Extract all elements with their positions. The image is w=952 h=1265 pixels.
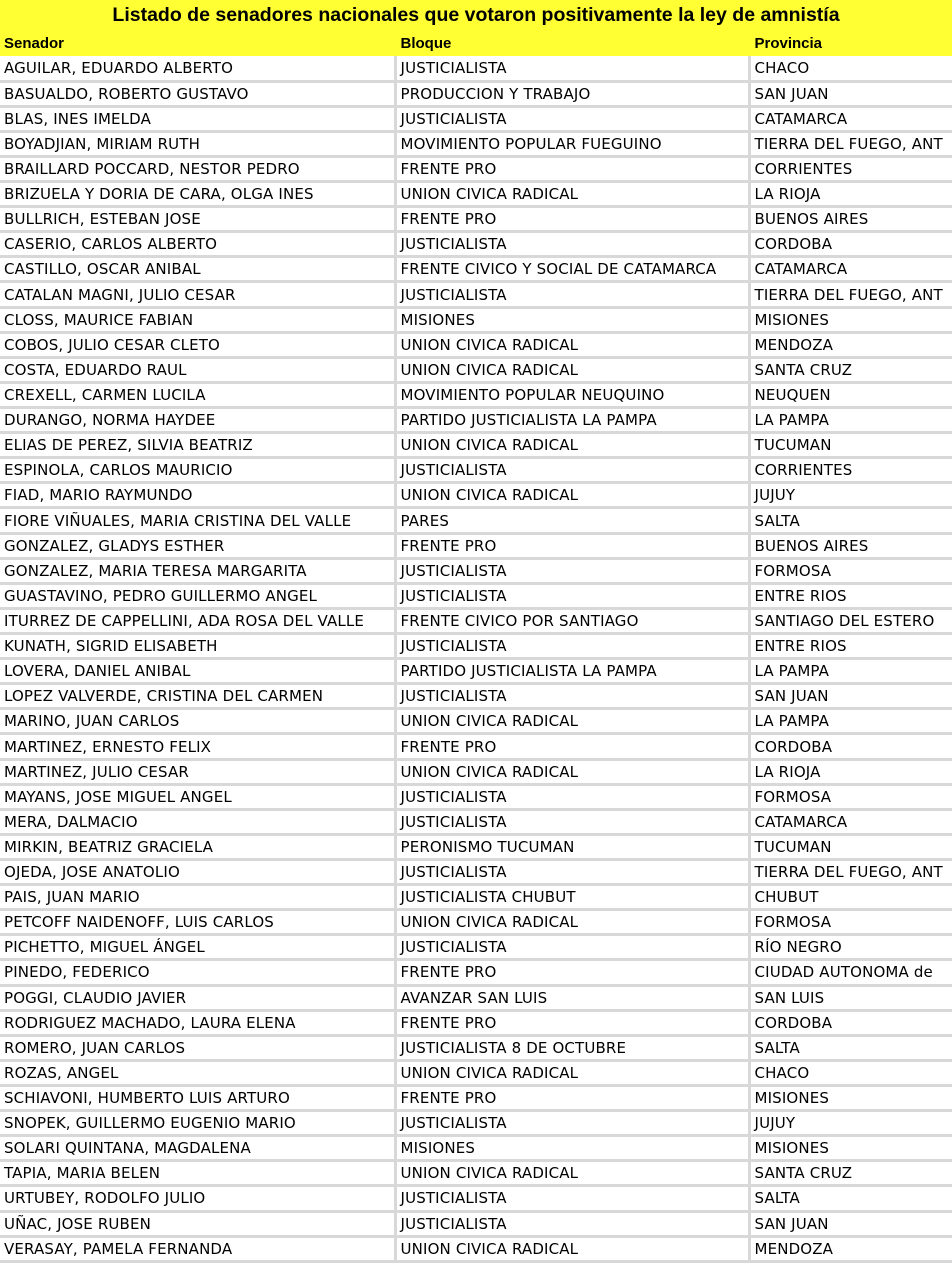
table-row — [0, 709, 952, 734]
cell-provincia: SALTA — [749, 508, 952, 533]
cell-senador: BULLRICH, ESTEBAN JOSE — [0, 207, 395, 232]
table-row — [0, 282, 952, 307]
table-row — [0, 1085, 952, 1110]
cell-senador: ESPINOLA, CARLOS MAURICIO — [0, 458, 395, 483]
cell-provincia: CORDOBA — [749, 734, 952, 759]
cell-senador: ELIAS DE PEREZ, SILVIA BEATRIZ — [0, 433, 395, 458]
cell-provincia: CORRIENTES — [749, 458, 952, 483]
cell-senador: LOVERA, DANIEL ANIBAL — [0, 659, 395, 684]
table-row — [0, 608, 952, 633]
cell-provincia: CATAMARCA — [749, 106, 952, 131]
cell-bloque: JUSTICIALISTA — [395, 809, 749, 834]
cell-provincia: CHUBUT — [749, 885, 952, 910]
cell-bloque: FRENTE CIVICO POR SANTIAGO — [395, 608, 749, 633]
cell-bloque: UNION CIVICA RADICAL — [395, 1236, 749, 1261]
cell-bloque: PARES — [395, 508, 749, 533]
cell-provincia: CATAMARCA — [749, 257, 952, 282]
table-row — [0, 910, 952, 935]
cell-provincia: BUENOS AIRES — [749, 533, 952, 558]
cell-senador: ROZAS, ANGEL — [0, 1060, 395, 1085]
cell-bloque: FRENTE PRO — [395, 156, 749, 181]
cell-provincia: NEUQUEN — [749, 382, 952, 407]
cell-bloque: MOVIMIENTO POPULAR FUEGUINO — [395, 131, 749, 156]
cell-senador: GUASTAVINO, PEDRO GUILLERMO ANGEL — [0, 583, 395, 608]
table-row — [0, 659, 952, 684]
cell-senador: PICHETTO, MIGUEL ÁNGEL — [0, 935, 395, 960]
column-header-bloque: Bloque — [395, 30, 749, 56]
cell-senador: GONZALEZ, GLADYS ESTHER — [0, 533, 395, 558]
cell-bloque: FRENTE PRO — [395, 533, 749, 558]
cell-bloque: FRENTE PRO — [395, 207, 749, 232]
cell-bloque: MOVIMIENTO POPULAR NEUQUINO — [395, 382, 749, 407]
cell-senador: BRIZUELA Y DORIA DE CARA, OLGA INES — [0, 182, 395, 207]
table-row — [0, 1236, 952, 1261]
table-row — [0, 106, 952, 131]
cell-provincia: TUCUMAN — [749, 834, 952, 859]
cell-provincia: CORRIENTES — [749, 156, 952, 181]
table-row — [0, 1186, 952, 1211]
cell-senador: CLOSS, MAURICE FABIAN — [0, 307, 395, 332]
cell-provincia: RÍO NEGRO — [749, 935, 952, 960]
cell-provincia: LA PAMPA — [749, 709, 952, 734]
table-row — [0, 734, 952, 759]
table-row — [0, 834, 952, 859]
cell-bloque: JUSTICIALISTA — [395, 458, 749, 483]
cell-bloque: JUSTICIALISTA — [395, 935, 749, 960]
table-row — [0, 433, 952, 458]
table-row — [0, 1035, 952, 1060]
cell-bloque: MISIONES — [395, 307, 749, 332]
cell-bloque: JUSTICIALISTA — [395, 558, 749, 583]
table-row — [0, 1010, 952, 1035]
cell-bloque: FRENTE CIVICO Y SOCIAL DE CATAMARCA — [395, 257, 749, 282]
cell-provincia: MISIONES — [749, 1085, 952, 1110]
cell-senador: ROMERO, JUAN CARLOS — [0, 1035, 395, 1060]
cell-bloque: UNION CIVICA RADICAL — [395, 357, 749, 382]
cell-senador: MARTINEZ, JULIO CESAR — [0, 759, 395, 784]
cell-senador: MERA, DALMACIO — [0, 809, 395, 834]
cell-provincia: CIUDAD AUTONOMA de — [749, 960, 952, 985]
cell-bloque: JUSTICIALISTA — [395, 232, 749, 257]
cell-provincia: SAN JUAN — [749, 684, 952, 709]
cell-provincia: TIERRA DEL FUEGO, ANT — [749, 860, 952, 885]
table-row — [0, 684, 952, 709]
cell-bloque: FRENTE PRO — [395, 1085, 749, 1110]
cell-provincia: FORMOSA — [749, 910, 952, 935]
cell-senador: POGGI, CLAUDIO JAVIER — [0, 985, 395, 1010]
cell-provincia: MENDOZA — [749, 332, 952, 357]
cell-bloque: FRENTE PRO — [395, 1010, 749, 1035]
cell-bloque: JUSTICIALISTA 8 DE OCTUBRE — [395, 1035, 749, 1060]
cell-bloque: UNION CIVICA RADICAL — [395, 709, 749, 734]
cell-bloque: JUSTICIALISTA — [395, 282, 749, 307]
cell-bloque: UNION CIVICA RADICAL — [395, 483, 749, 508]
cell-senador: MAYANS, JOSE MIGUEL ANGEL — [0, 784, 395, 809]
cell-provincia: MENDOZA — [749, 1236, 952, 1261]
cell-senador: BASUALDO, ROBERTO GUSTAVO — [0, 81, 395, 106]
cell-bloque: JUSTICIALISTA — [395, 684, 749, 709]
header-row — [0, 30, 952, 56]
table-row — [0, 257, 952, 282]
table-row — [0, 860, 952, 885]
cell-senador: ITURREZ DE CAPPELLINI, ADA ROSA DEL VALLE — [0, 608, 395, 633]
cell-bloque: FRENTE PRO — [395, 960, 749, 985]
cell-senador: CATALAN MAGNI, JULIO CESAR — [0, 282, 395, 307]
cell-senador: AGUILAR, EDUARDO ALBERTO — [0, 56, 395, 81]
cell-provincia: FORMOSA — [749, 558, 952, 583]
table-row — [0, 1136, 952, 1161]
cell-provincia: SAN LUIS — [749, 985, 952, 1010]
cell-provincia: MISIONES — [749, 307, 952, 332]
table-row — [0, 1111, 952, 1136]
cell-senador: COSTA, EDUARDO RAUL — [0, 357, 395, 382]
cell-bloque: UNION CIVICA RADICAL — [395, 910, 749, 935]
cell-bloque: JUSTICIALISTA CHUBUT — [395, 885, 749, 910]
cell-provincia: SALTA — [749, 1035, 952, 1060]
cell-bloque: UNION CIVICA RADICAL — [395, 759, 749, 784]
cell-provincia: SANTA CRUZ — [749, 357, 952, 382]
cell-senador: DURANGO, NORMA HAYDEE — [0, 408, 395, 433]
cell-senador: FIAD, MARIO RAYMUNDO — [0, 483, 395, 508]
table-row — [0, 483, 952, 508]
cell-bloque: PRODUCCION Y TRABAJO — [395, 81, 749, 106]
table-row — [0, 960, 952, 985]
table-row — [0, 232, 952, 257]
table-row — [0, 533, 952, 558]
table-row — [0, 885, 952, 910]
cell-senador: MARTINEZ, ERNESTO FELIX — [0, 734, 395, 759]
cell-provincia: FORMOSA — [749, 784, 952, 809]
cell-senador: MIRKIN, BEATRIZ GRACIELA — [0, 834, 395, 859]
table-row — [0, 558, 952, 583]
cell-provincia: TIERRA DEL FUEGO, ANT — [749, 282, 952, 307]
table-row — [0, 56, 952, 81]
cell-senador: KUNATH, SIGRID ELISABETH — [0, 634, 395, 659]
cell-bloque: JUSTICIALISTA — [395, 1111, 749, 1136]
cell-provincia: LA RIOJA — [749, 759, 952, 784]
table-row — [0, 307, 952, 332]
cell-senador: COBOS, JULIO CESAR CLETO — [0, 332, 395, 357]
cell-provincia: CORDOBA — [749, 232, 952, 257]
table-row — [0, 985, 952, 1010]
cell-senador: LOPEZ VALVERDE, CRISTINA DEL CARMEN — [0, 684, 395, 709]
cell-provincia: SALTA — [749, 1186, 952, 1211]
cell-provincia: BUENOS AIRES — [749, 207, 952, 232]
cell-senador: RODRIGUEZ MACHADO, LAURA ELENA — [0, 1010, 395, 1035]
cell-senador: URTUBEY, RODOLFO JULIO — [0, 1186, 395, 1211]
table-row — [0, 81, 952, 106]
cell-bloque: JUSTICIALISTA — [395, 784, 749, 809]
cell-bloque: UNION CIVICA RADICAL — [395, 332, 749, 357]
cell-provincia: SAN JUAN — [749, 81, 952, 106]
cell-bloque: PERONISMO TUCUMAN — [395, 834, 749, 859]
cell-provincia: TIERRA DEL FUEGO, ANT — [749, 131, 952, 156]
cell-provincia: JUJUY — [749, 1111, 952, 1136]
cell-senador: CASTILLO, OSCAR ANIBAL — [0, 257, 395, 282]
cell-senador: OJEDA, JOSE ANATOLIO — [0, 860, 395, 885]
table-row — [0, 583, 952, 608]
table-row — [0, 332, 952, 357]
cell-bloque: PARTIDO JUSTICIALISTA LA PAMPA — [395, 408, 749, 433]
cell-bloque: JUSTICIALISTA — [395, 1211, 749, 1236]
cell-bloque: UNION CIVICA RADICAL — [395, 1060, 749, 1085]
cell-senador: BLAS, INES IMELDA — [0, 106, 395, 131]
cell-senador: PAIS, JUAN MARIO — [0, 885, 395, 910]
cell-senador: PINEDO, FEDERICO — [0, 960, 395, 985]
cell-senador: BRAILLARD POCCARD, NESTOR PEDRO — [0, 156, 395, 181]
cell-senador: BOYADJIAN, MIRIAM RUTH — [0, 131, 395, 156]
table-row — [0, 784, 952, 809]
cell-senador: SCHIAVONI, HUMBERTO LUIS ARTURO — [0, 1085, 395, 1110]
table-row — [0, 357, 952, 382]
table-row — [0, 1211, 952, 1236]
cell-bloque: JUSTICIALISTA — [395, 860, 749, 885]
cell-senador: UÑAC, JOSE RUBEN — [0, 1211, 395, 1236]
cell-provincia: ENTRE RIOS — [749, 583, 952, 608]
cell-provincia: JUJUY — [749, 483, 952, 508]
cell-provincia: SANTIAGO DEL ESTERO — [749, 608, 952, 633]
cell-senador: CREXELL, CARMEN LUCILA — [0, 382, 395, 407]
senators-table — [0, 30, 952, 1263]
cell-senador: FIORE VIÑUALES, MARIA CRISTINA DEL VALLE — [0, 508, 395, 533]
cell-provincia: CHACO — [749, 56, 952, 81]
cell-senador: SOLARI QUINTANA, MAGDALENA — [0, 1136, 395, 1161]
cell-provincia: CHACO — [749, 1060, 952, 1085]
cell-bloque: JUSTICIALISTA — [395, 106, 749, 131]
table-row — [0, 182, 952, 207]
cell-bloque: JUSTICIALISTA — [395, 1186, 749, 1211]
table-row — [0, 1060, 952, 1085]
cell-provincia: CORDOBA — [749, 1010, 952, 1035]
cell-bloque: JUSTICIALISTA — [395, 634, 749, 659]
cell-senador: GONZALEZ, MARIA TERESA MARGARITA — [0, 558, 395, 583]
page-title: Listado de senadores nacionales que votaron positivamente la ley de amnistía — [0, 0, 952, 30]
table-row — [0, 382, 952, 407]
table-row — [0, 935, 952, 960]
cell-provincia: SANTA CRUZ — [749, 1161, 952, 1186]
table-row — [0, 508, 952, 533]
table-row — [0, 207, 952, 232]
cell-senador: SNOPEK, GUILLERMO EUGENIO MARIO — [0, 1111, 395, 1136]
table-row — [0, 131, 952, 156]
cell-senador: TAPIA, MARIA BELEN — [0, 1161, 395, 1186]
cell-bloque: UNION CIVICA RADICAL — [395, 1161, 749, 1186]
cell-bloque: AVANZAR SAN LUIS — [395, 985, 749, 1010]
table-row — [0, 156, 952, 181]
table-body — [0, 56, 952, 1261]
cell-bloque: JUSTICIALISTA — [395, 56, 749, 81]
cell-provincia: SAN JUAN — [749, 1211, 952, 1236]
column-header-provincia: Provincia — [749, 30, 952, 56]
cell-senador: PETCOFF NAIDENOFF, LUIS CARLOS — [0, 910, 395, 935]
cell-bloque: PARTIDO JUSTICIALISTA LA PAMPA — [395, 659, 749, 684]
cell-provincia: LA PAMPA — [749, 659, 952, 684]
cell-provincia: LA RIOJA — [749, 182, 952, 207]
cell-provincia: ENTRE RIOS — [749, 634, 952, 659]
table-row — [0, 458, 952, 483]
table-row — [0, 759, 952, 784]
table-row — [0, 1161, 952, 1186]
table-row — [0, 408, 952, 433]
table-row — [0, 809, 952, 834]
cell-senador: CASERIO, CARLOS ALBERTO — [0, 232, 395, 257]
cell-bloque: JUSTICIALISTA — [395, 583, 749, 608]
cell-senador: MARINO, JUAN CARLOS — [0, 709, 395, 734]
cell-bloque: MISIONES — [395, 1136, 749, 1161]
column-header-senador: Senador — [0, 30, 395, 56]
cell-senador: VERASAY, PAMELA FERNANDA — [0, 1236, 395, 1261]
cell-bloque: UNION CIVICA RADICAL — [395, 182, 749, 207]
table-row — [0, 634, 952, 659]
cell-provincia: CATAMARCA — [749, 809, 952, 834]
cell-provincia: MISIONES — [749, 1136, 952, 1161]
cell-bloque: FRENTE PRO — [395, 734, 749, 759]
cell-provincia: LA PAMPA — [749, 408, 952, 433]
cell-provincia: TUCUMAN — [749, 433, 952, 458]
table-header — [0, 30, 952, 56]
cell-bloque: UNION CIVICA RADICAL — [395, 433, 749, 458]
